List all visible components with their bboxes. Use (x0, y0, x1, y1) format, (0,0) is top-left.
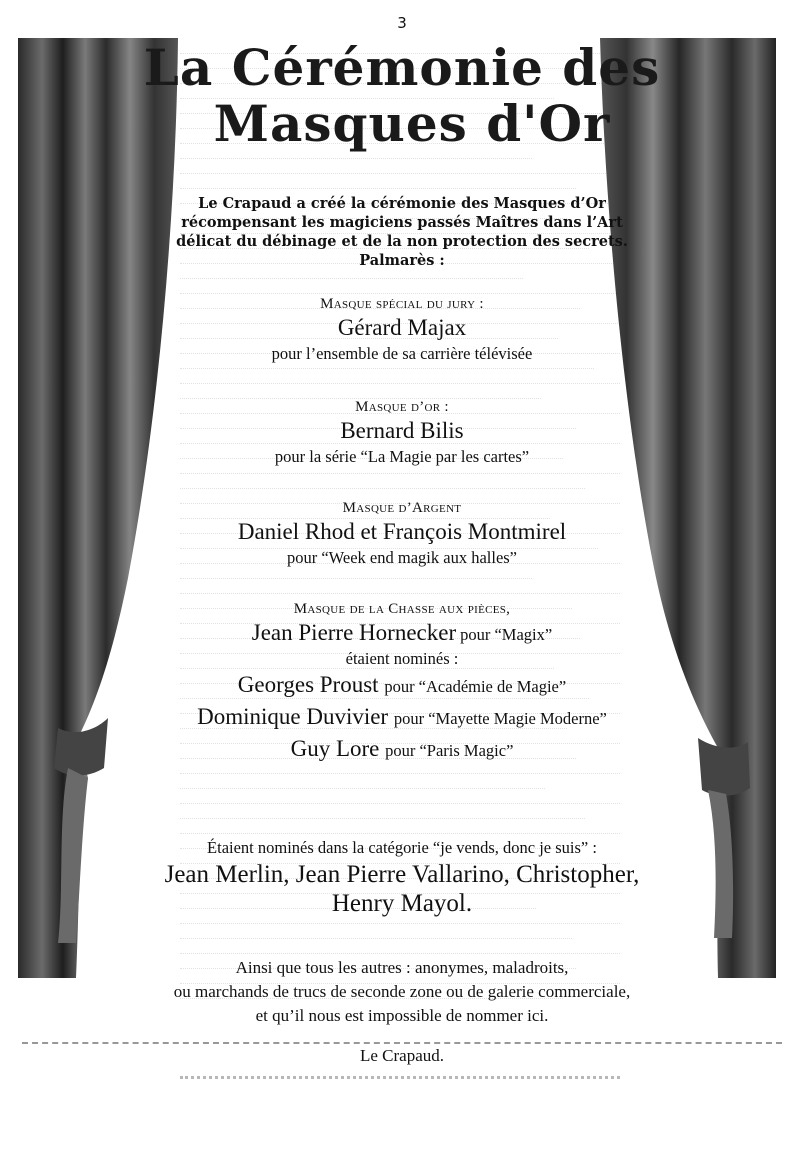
nominees-label: étaient nominés : (345, 649, 459, 668)
award-reason: pour “Week end magik aux halles” (286, 548, 518, 567)
footer-bleed-line (180, 1076, 620, 1089)
signature: Le Crapaud. (359, 1046, 445, 1065)
award-category: Masque de la Chasse aux pièces, (293, 601, 511, 617)
nominee-line (120, 734, 684, 766)
vends-names-line: Henry Mayol. (331, 890, 473, 917)
vends-category-label: Étaient nominés dans la catégorie “je vends, donc je suis” : (207, 838, 597, 857)
award-category: Masque d’Argent (342, 500, 462, 516)
nominee-reason: pour “Mayette Magie Moderne” (393, 709, 607, 728)
title-line-1: La Cérémonie des (143, 38, 661, 97)
nominee-line (120, 702, 684, 734)
closing-line: Ainsi que tous les autres : anonymes, maladroits, (235, 958, 569, 977)
vends-nominees (120, 860, 684, 918)
award-category: Masque d’or : (355, 399, 449, 415)
closing-line: ou marchands de trucs de seconde zone ou de galerie commerciale, (173, 982, 631, 1001)
intro-line: délicat du débinage et de la non protection des secrets. (176, 233, 628, 250)
nominee-name: Guy Lore (290, 736, 380, 761)
page-number: 3 (397, 14, 407, 32)
award-special-jury (120, 296, 684, 365)
nominee-name: Dominique Duvivier (197, 704, 389, 729)
award-chasse-aux-pieces (120, 601, 684, 766)
intro-line: récompensant les magiciens passés Maîtres dans l’Art (181, 214, 623, 231)
award-reason: pour la série “La Magie par les cartes” (274, 447, 530, 466)
nominee-name: Georges Proust (237, 672, 379, 697)
award-winner: Gérard Majax (337, 315, 467, 340)
masthead-title (120, 40, 684, 152)
title-line-2: Masques d'Or (213, 94, 611, 153)
closing-paragraph (120, 956, 684, 1028)
award-category: Masque spécial du jury : (320, 296, 484, 312)
award-reason: pour l’ensemble de sa carrière télévisée (271, 344, 533, 363)
award-winner: Jean Pierre Hornecker (251, 620, 457, 645)
nominee-reason: pour “Paris Magic” (385, 741, 514, 760)
intro-line: Le Crapaud a créé la cérémonie des Masques d’Or (198, 195, 606, 212)
award-winner: Bernard Bilis (340, 418, 464, 443)
award-masque-or (120, 399, 684, 468)
award-winner: Daniel Rhod et François Montmirel (237, 519, 567, 544)
nominee-line (120, 670, 684, 702)
award-masque-argent (120, 500, 684, 569)
closing-line: et qu’il nous est impossible de nommer ici. (255, 1006, 549, 1025)
award-reason: pour “Magix” (460, 625, 553, 644)
vends-names-line: Jean Merlin, Jean Pierre Vallarino, Christopher, (164, 861, 640, 888)
palmares-heading: Palmarès : (359, 252, 445, 269)
intro-paragraph (120, 194, 684, 270)
nominee-reason: pour “Académie de Magie” (384, 677, 567, 696)
